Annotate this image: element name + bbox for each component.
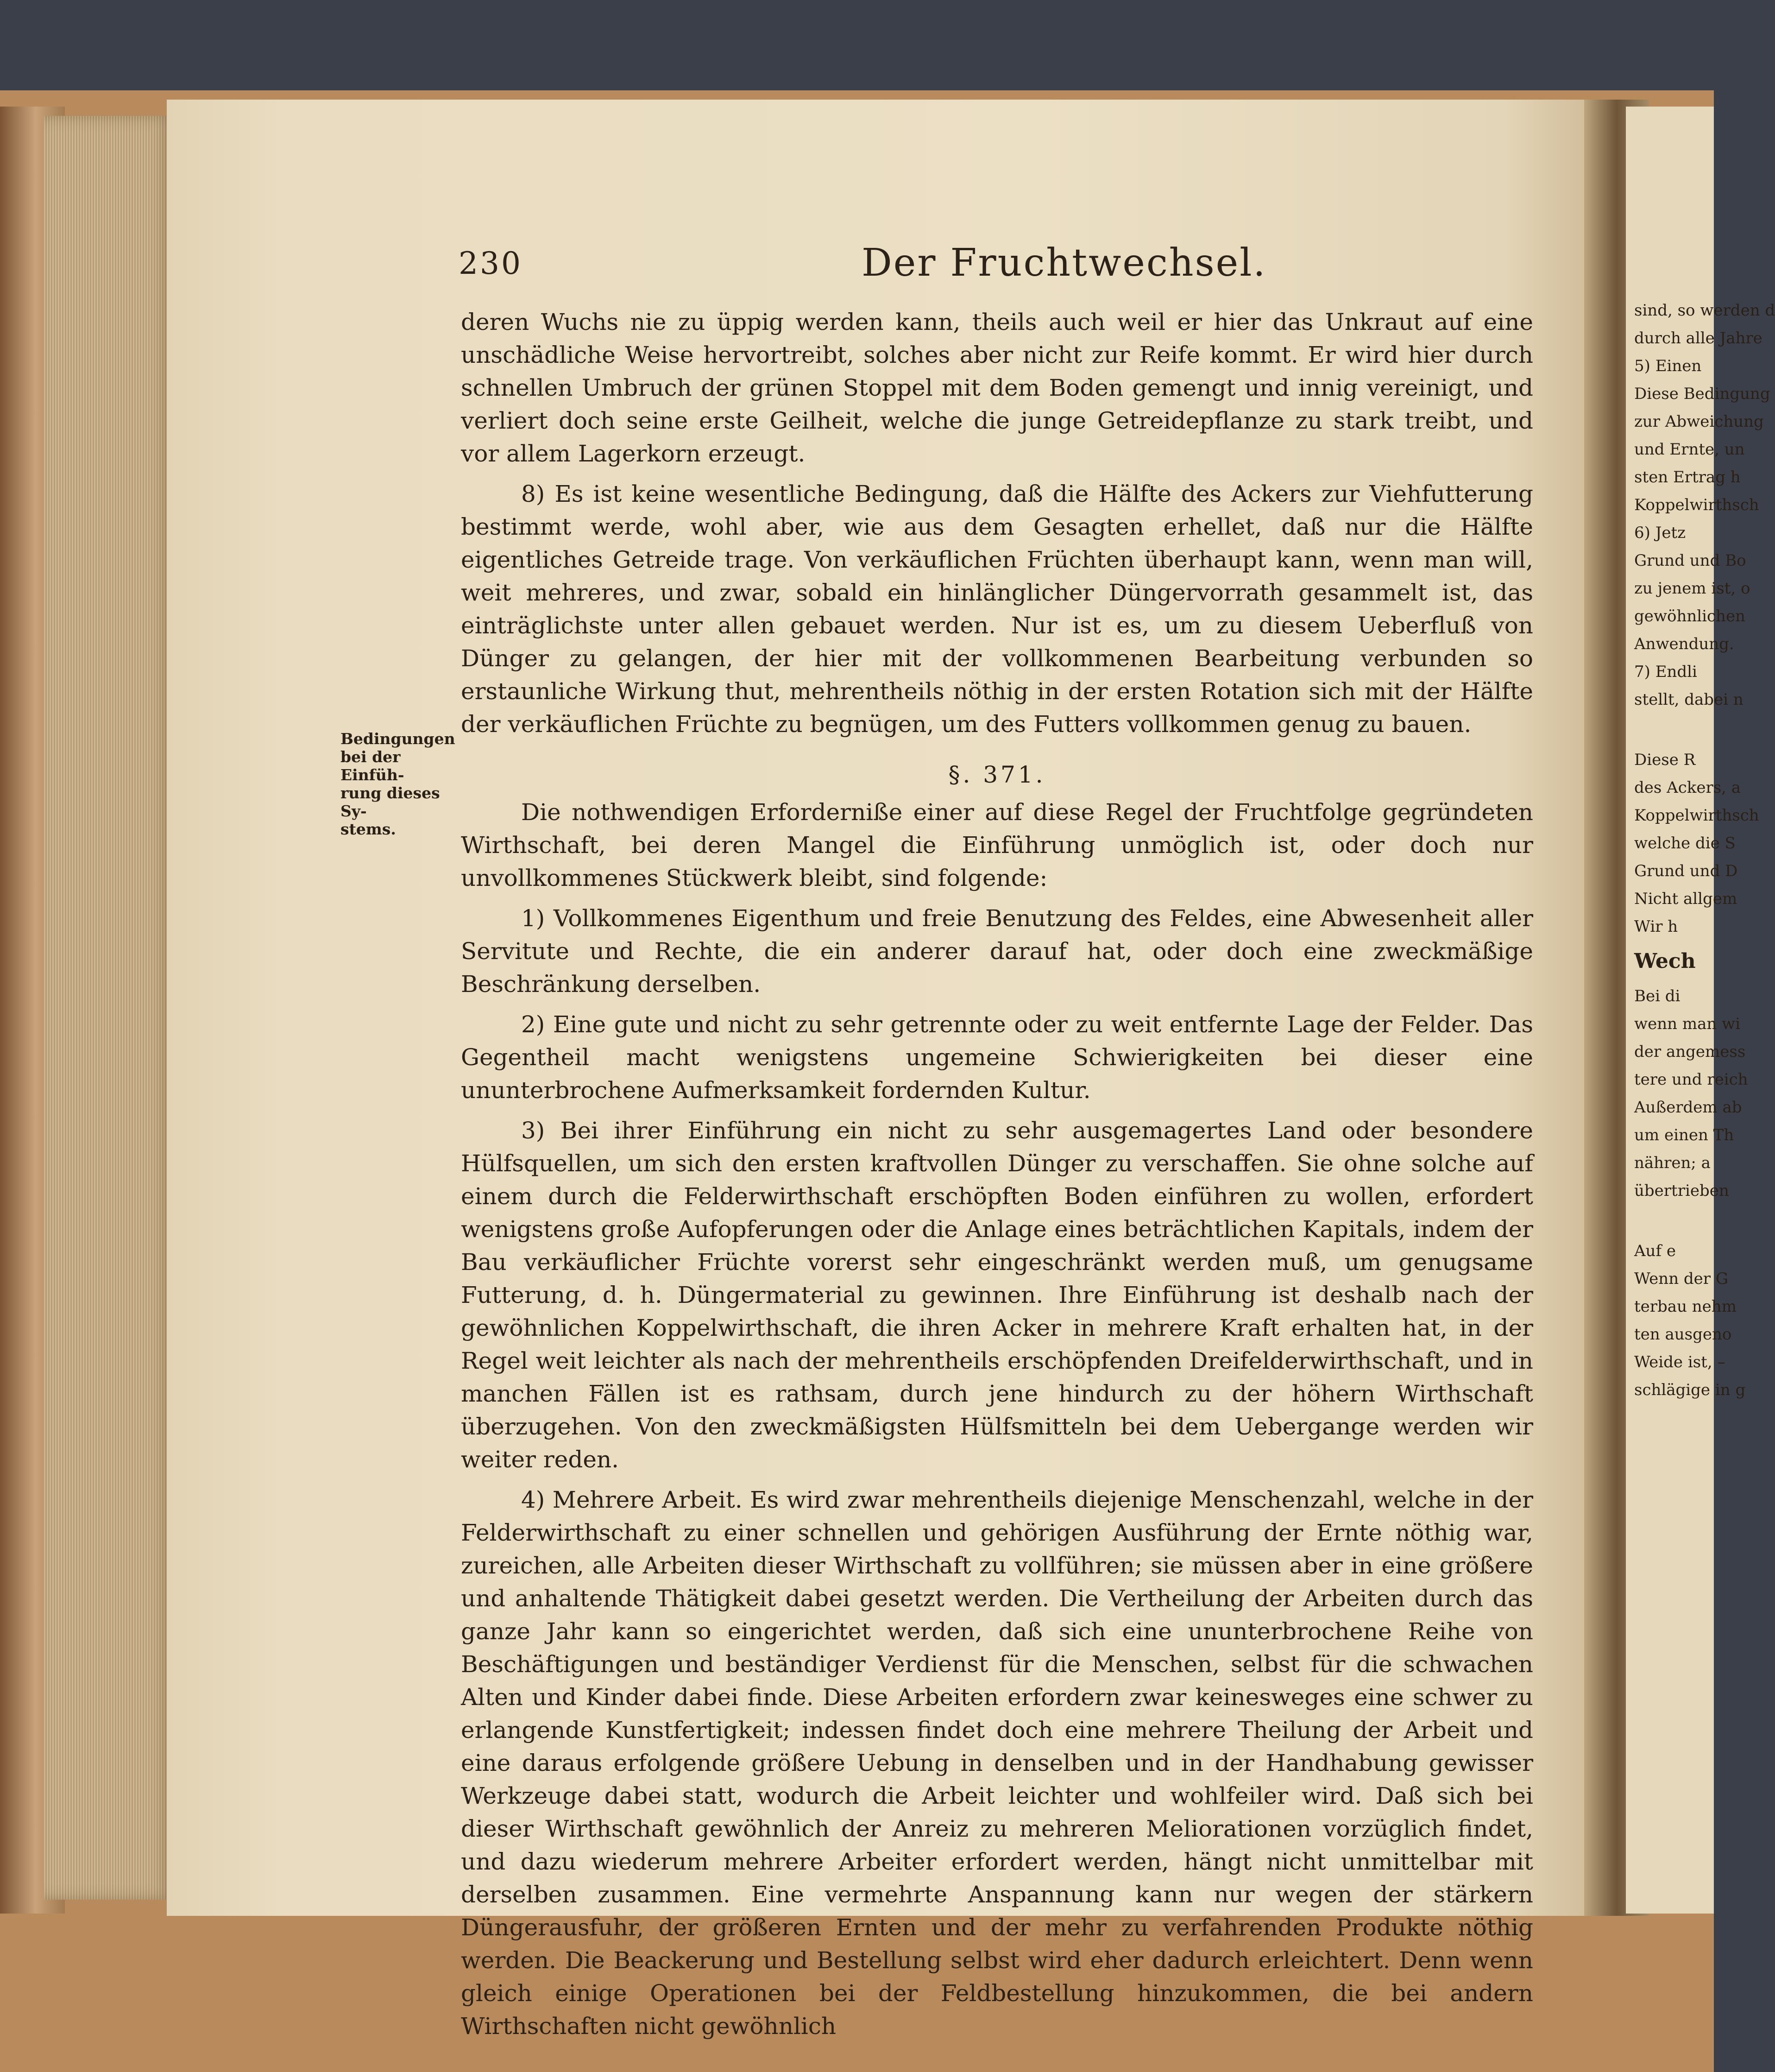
page-number: 230	[459, 246, 522, 281]
paragraph: 8) Es ist keine wesentliche Bedingung, daß die Hälfte des Ackers zur Viehfutterung bestimmt werde, wohl aber, wie aus dem Gesagten erhellet, daß nur die Hälfte eigentliches Getreide trage. Von verkäuflichen Früchten überhaupt kann, wenn man will, weit mehreres, und zwar, sobald ein hinlänglicher Düngervorrath gesammelt ist, das einträglichste unter allen gebauet werden. Nur ist es, um zu diesem Ueberfluß von Dünger zu gelangen, der hier mit der vollkommenen Bearbeitung verbunden so erstaunliche Wirkung thut, mehrentheils nöthig in der ersten Rotation sich mit der Hälfte der verkäuflichen Früchte zu begnügen, um des Futters vollkommen genug zu bauen.	[461, 480, 1533, 738]
right-page-line: Grund und Bo	[1634, 551, 1746, 570]
right-page-line: Nicht allgem	[1634, 890, 1737, 908]
right-page-heading: Wech	[1634, 949, 1696, 973]
right-page-line: Diese Bedingung	[1634, 385, 1770, 403]
right-page-line: 7) Endli	[1634, 663, 1697, 681]
right-page-line: Grund und D	[1634, 862, 1738, 880]
right-page-line: Außerdem ab	[1634, 1098, 1742, 1117]
right-page-line: schlägige in g	[1634, 1381, 1746, 1399]
right-page-line: der angemess	[1634, 1042, 1746, 1061]
list-item: 3) Bei ihrer Einführung ein nicht zu sehr ausgemagertes Land oder besondere Hülfsquellen, um sich den ersten kraftvollen Dünger zu verschaffen. Sie ohne solche auf einem durch die Felderwirthschaft erschöpften Boden einführen zu wollen, erfordert wenigstens große Aufopferungen oder die Anlage eines beträchtlichen Kapitals, indem der Bau verkäuflicher Früchte vorerst sehr eingeschränkt werden muß, um genugsame Futterung, d. h. Düngermaterial zu gewinnen. Ihre Einführung ist deshalb nach der gewöhnlichen Koppelwirthschaft, die ihren Acker in mehrere Kraft erhalten hat, in der Regel weit leichter als nach der mehrentheils erschöpfenden Dreifelderwirthschaft, und in manchen Fällen ist es rathsam, durch jene hindurch zu der höhern Wirthschaft überzugehen. Von den zweckmäßigsten Hülfsmitteln bei dem Uebergange werden wir weiter reden.	[461, 1117, 1533, 1473]
page-header	[459, 241, 1538, 292]
right-page-line: welche die S	[1634, 834, 1736, 853]
right-page-line: zur Abweichung	[1634, 412, 1764, 431]
right-page-line: sten Ertrag h	[1634, 468, 1741, 486]
right-page-line: nähren; a	[1634, 1154, 1711, 1172]
right-page-line: Auf e	[1634, 1242, 1676, 1260]
right-page-line: tere und reich	[1634, 1070, 1748, 1089]
right-page-line: sind, so werden d	[1634, 301, 1775, 320]
right-page-line: Bei di	[1634, 987, 1681, 1005]
right-page-line: 6) Jetz	[1634, 524, 1686, 542]
paragraph: Die nothwendigen Erforderniße einer auf diese Regel der Fruchtfolge gegründeten Wirthschaft, bei deren Mangel die Einführung unmöglich ist, oder doch nur unvollkommenes Stückwerk bleibt, sind folgende:	[461, 799, 1533, 891]
right-page-line: gewöhnlichen	[1634, 607, 1745, 625]
right-page-text	[1634, 297, 1775, 1404]
list-item: 2) Eine gute und nicht zu sehr getrennte oder zu weit entfernte Lage der Felder. Das Gegentheil macht wenigstens ungemeine Schwierigkeiten bei dieser eine ununterbrochene Aufmerksamkeit fordernden Kultur.	[461, 1011, 1533, 1104]
margin-note	[340, 730, 459, 838]
right-page-line: Koppelwirthsch	[1634, 496, 1759, 514]
paragraph: deren Wuchs nie zu üppig werden kann, theils auch weil er hier das Unkraut auf eine unschädliche Weise hervortreibt, solches aber nicht zur Reife kommt. Er wird hier durch schnellen Umbruch der grünen Stoppel mit dem Boden gemengt und innig vereinigt, und verliert doch seine erste Geilheit, welche die junge Getreidepflanze zu stark treibt, und vor allem Lagerkorn erzeugt.	[461, 309, 1533, 467]
right-page-line: Wir h	[1634, 917, 1678, 936]
list-item: 1) Vollkommenes Eigenthum und freie Benutzung des Feldes, eine Abwesenheit aller Servitute und Rechte, die ein anderer darauf hat, oder doch eine zweckmäßige Beschränkung derselben.	[461, 905, 1533, 998]
section-heading: §. 371.	[948, 761, 1046, 788]
body-text	[461, 306, 1533, 2050]
page-edges	[44, 116, 174, 1900]
right-page-line: übertrieben	[1634, 1181, 1729, 1200]
right-page-line: Wenn der G	[1634, 1270, 1729, 1288]
right-page-line: stellt, dabei n	[1634, 690, 1744, 709]
right-page-line: des Ackers, a	[1634, 778, 1741, 797]
right-page-line: zu jenem ist, o	[1634, 579, 1750, 598]
right-page-line: Koppelwirthsch	[1634, 806, 1759, 825]
margin-note-line: Bedingungen	[340, 730, 455, 748]
right-page-line: durch alle Jahre	[1634, 329, 1762, 347]
right-page-line: wenn man wi	[1634, 1015, 1741, 1033]
right-page-line: 5) Einen	[1634, 357, 1702, 375]
right-page-line: Diese R	[1634, 751, 1696, 769]
margin-note-line: bei der Einfüh-	[340, 748, 404, 784]
right-page-line: um einen Th	[1634, 1126, 1734, 1144]
right-page-line: ten ausgeno	[1634, 1325, 1732, 1344]
right-page-line: terbau nehm	[1634, 1297, 1737, 1316]
margin-note-line: rung dieses Sy-	[340, 784, 440, 820]
right-page-line: Anwendung.	[1634, 635, 1734, 653]
running-title: Der Fruchtwechsel.	[862, 241, 1267, 285]
margin-note-line: stems.	[340, 820, 396, 838]
right-page-line: und Ernte, un	[1634, 440, 1745, 459]
list-item: 4) Mehrere Arbeit. Es wird zwar mehrentheils diejenige Menschenzahl, welche in der Felderwirthschaft zu einer schnellen und gehörigen Ausführung der Ernte nöthig war, zureichen, alle Arbeiten dieser Wirthschaft zu vollführen; sie müssen aber in eine größere und anhaltende Thätigkeit dabei gesetzt werden. Die Vertheilung der Arbeiten durch das ganze Jahr kann so eingerichtet werden, daß sich eine ununterbrochene Reihe von Beschäftigungen und beständiger Verdienst für die Menschen, selbst für die schwachen Alten und Kinder dabei finde. Diese Arbeiten erfordern zwar keinesweges eine schwer zu erlangende Kunstfertigkeit; indessen findet doch eine mehrere Theilung der Arbeit und eine daraus erfolgende größere Uebung in denselben und in der Handhabung gewisser Werkzeuge dabei statt, wodurch die Arbeit leichter und wohlfeiler wird. Daß sich bei dieser Wirthschaft gewöhnlich der Anreiz zu mehreren Meliorationen vorzüglich findet, und dazu wiederum mehrere Arbeiter erfordert werden, hängt nicht unmittelbar mit derselben zusammen. Eine vermehrte Anspannung kann nur wegen der stärkern Düngerausfuhr, der größeren Ernten und der mehr zu verfahrenden Produkte nöthig werden. Die Beackerung und Bestellung selbst wird eher dadurch erleichtert. Denn wenn gleich einige Operationen bei der Feldbestellung hinzukommen, die bei andern Wirthschaften nicht gewöhnlich	[461, 1486, 1533, 2040]
right-page-line: Weide ist, –	[1634, 1353, 1725, 1371]
